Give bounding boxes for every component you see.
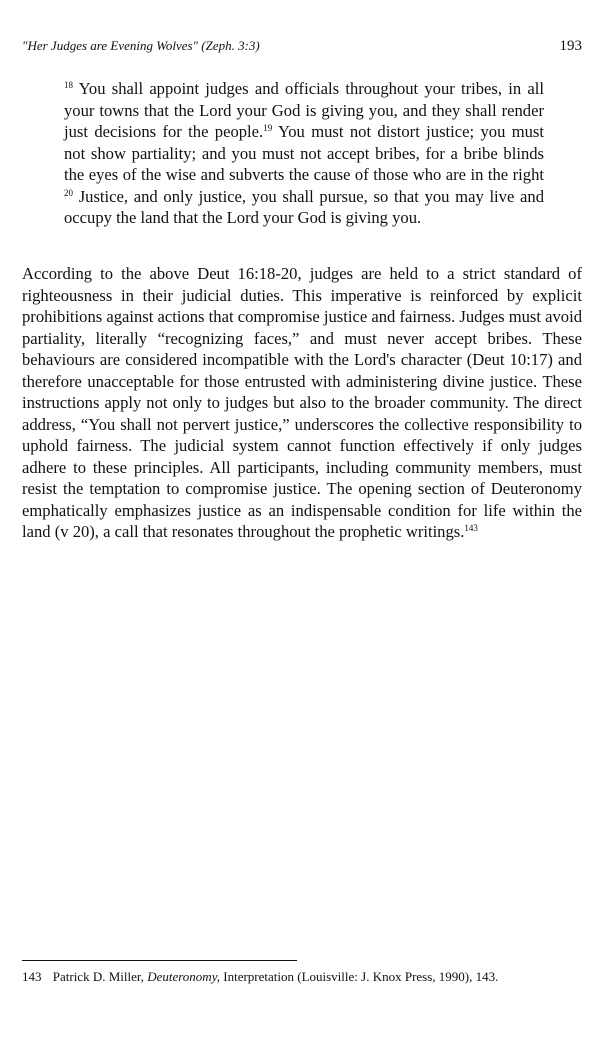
page-number: 193 [559, 38, 582, 54]
footnote-author: Patrick D. Miller, [52, 969, 144, 984]
verse-number-20: 20 [64, 187, 73, 198]
verse-number-18: 18 [64, 80, 73, 90]
verse-18-text: You shall appoint judges and officials throughout your tribes, in all your towns that the Lord your God is giving you, and they shall render just decisions for the people. [64, 79, 544, 141]
quote-paragraph [64, 78, 544, 229]
footnote-title: Deuteronomy, [147, 969, 220, 984]
scripture-block-quote [64, 78, 544, 229]
running-title: "Her Judges are Evening Wolves" (Zeph. 3:3) [22, 38, 260, 53]
footnote-number: 143 [22, 969, 42, 984]
verse-number-19: 19 [263, 123, 273, 133]
footnote-details: Interpretation (Louisville: J. Knox Press, 1990), 143. [223, 969, 499, 984]
verse-20-text: Justice, and only justice, you shall pursue, so that you may live and occupy the land that the Lord your God is giving you. [64, 186, 544, 227]
footnote [22, 969, 582, 985]
body-paragraph [22, 263, 582, 543]
verse-19-text: You must not distort justice; you must not show partiality; and you must not accept bribes, for a bribe blinds the eyes of the wise and subverts the cause of those who are in the right [64, 122, 544, 184]
body-text: According to the above Deut 16:18-20, judges are held to a strict standard of righteousness in their judicial duties. This imperative is reinforced by explicit prohibitions against actions that compromise justice and fairness. Judges must avoid partiality, literally “recognizing faces,” and must never accept bribes. These behaviours are considered incompatible with the Lord's character (Deut 10:17) and therefore unacceptable for those entrusted with administering divine justice. These instructions apply not only to judges but also to the broader community. The direct address, “You shall not pervert justice,” underscores the collective responsibility to uphold fairness. The judicial system cannot function effectively if only judges adhere to these principles. All participants, including community members, must resist the temptation to compromise justice. The opening section of Deuteronomy emphatically emphasizes justice as an indispensable condition for life within the land (v 20), a call that resonates throughout the prophetic writings. [22, 264, 582, 541]
footnote-reference[interactable]: 143 [464, 523, 478, 533]
footnote-divider [22, 960, 297, 961]
